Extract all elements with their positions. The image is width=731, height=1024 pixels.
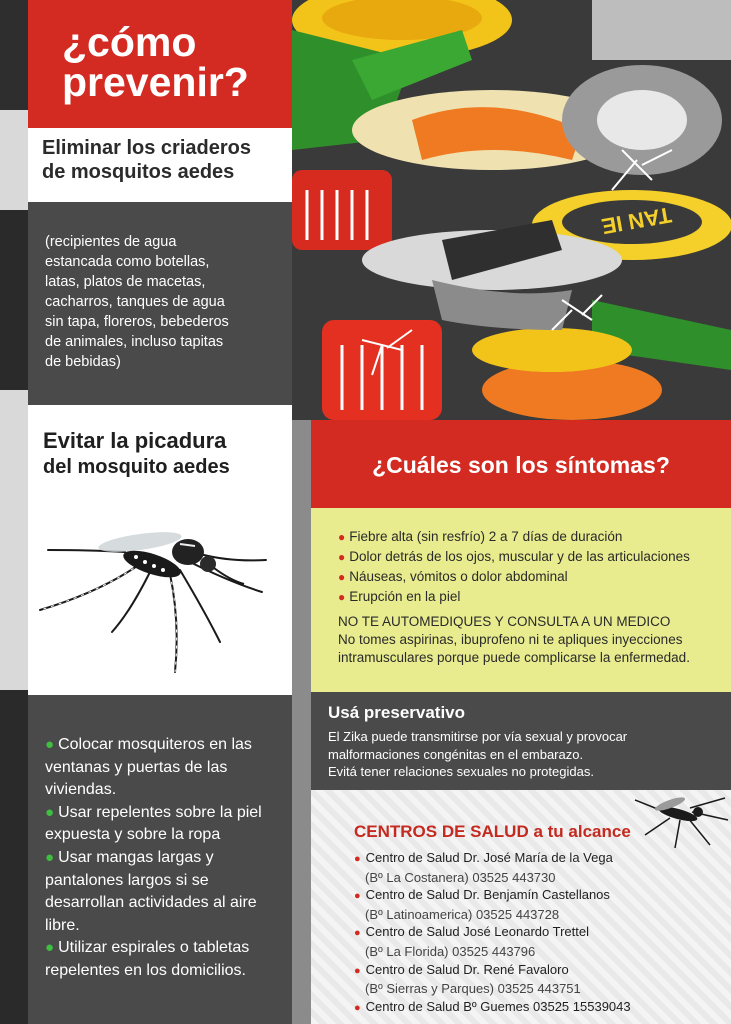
cap-text: TAN IE — [599, 202, 674, 240]
red-bullet-icon: ● — [338, 550, 346, 564]
list-item: ● Usar mangas largas y pantalones largos si se desarrollan actividades al aire libre. — [45, 848, 257, 934]
red-bullet-icon: ● — [354, 890, 361, 903]
preservativo-line: malformaciones congénitas en el embarazo. — [328, 746, 584, 762]
red-bullet-icon: ● — [354, 853, 361, 865]
left-edge-dark-1 — [0, 210, 28, 390]
centros-list — [354, 849, 724, 1017]
list-item: ● Centro de Salud Dr. Benjamín Castellanos — [354, 887, 610, 903]
recipientes-line: cacharros, tanques de agua — [45, 294, 225, 310]
recipientes-line: de animales, incluso tapitas — [45, 334, 224, 350]
list-item: ● Centro de Salud Bº Guemes 03525 15539043 — [354, 998, 631, 1014]
preservativo-heading: Usá preservativo — [328, 703, 466, 722]
recipientes-line: sin tapa, floreros, bebederos — [45, 314, 229, 330]
sintomas-list — [338, 527, 723, 607]
left-edge-top — [0, 0, 28, 110]
eliminar-heading-line2: de mosquitos aedes — [42, 161, 235, 183]
centro-detail: (Bº Latinoamerica) 03525 443728 — [365, 906, 560, 922]
green-bullet-icon: ● — [45, 736, 55, 753]
left-edge-dark-2 — [0, 690, 28, 1024]
list-item: ● Fiebre alta (sin resfrío) 2 a 7 días de duración — [338, 529, 623, 544]
evitar-heading — [43, 428, 283, 480]
list-item: ● Centro de Salud Dr. René Favaloro — [354, 961, 569, 977]
centros-heading: CENTROS DE SALUD a tu alcance — [354, 822, 631, 841]
eliminar-heading — [42, 136, 282, 184]
red-bullet-icon: ● — [354, 927, 361, 940]
list-item: ● Usar repelentes sobre la piel expuesta y sobre la ropa — [45, 803, 262, 844]
list-item: ● Centro de Salud Dr. José María de la Vega — [354, 850, 613, 865]
centro-detail: (Bº Sierras y Parques) 03525 443751 — [365, 981, 581, 997]
recipientes-line: (recipientes de agua — [45, 234, 177, 250]
mosquito-image — [30, 512, 270, 682]
list-item: ● Utilizar espirales o tabletas repelentes en los domicilios. — [45, 939, 250, 979]
green-bullet-icon: ● — [45, 848, 55, 866]
red-bullet-icon: ● — [338, 570, 346, 584]
warning-line: intramusculares porque puede complicarse la enfermedad. — [338, 650, 690, 665]
recipientes-line: estancada como botellas, — [45, 254, 210, 270]
list-item: ● Colocar mosquiteros en las ventanas y puertas de las viviendas. — [45, 736, 252, 799]
list-item: ● Erupción en la piel — [338, 589, 461, 604]
preservativo-line: Evitá tener relaciones sexuales no protegidas. — [328, 764, 594, 779]
list-item: ● Centro de Salud José Leonardo Trettel — [354, 924, 589, 940]
warning-line: No tomes aspirinas, ibuprofeno ni te apliques inyecciones — [338, 632, 683, 647]
green-bullet-icon: ● — [45, 939, 55, 957]
bottle-caps-illustration — [292, 0, 731, 420]
red-bullet-icon: ● — [338, 590, 346, 604]
green-bullet-icon: ● — [45, 803, 55, 821]
preservativo-text — [328, 728, 718, 781]
recipientes-line: latas, platos de macetas, — [45, 274, 206, 290]
left-edge-bevel-1 — [0, 110, 28, 210]
list-item: ● Dolor detrás de los ojos, muscular y de las articulaciones — [338, 549, 690, 564]
preservativo-line: El Zika puede transmitirse por vía sexual y provocar — [328, 729, 628, 744]
warning-title: NO TE AUTOMEDIQUES Y CONSULTA A UN MEDICO — [338, 614, 671, 629]
red-bullet-icon: ● — [338, 530, 346, 544]
eliminar-heading-line1: Eliminar los criaderos — [42, 137, 251, 159]
prevencion-list — [45, 734, 275, 983]
page-title: ¿cómo prevenir? — [62, 19, 249, 105]
recipientes-line: de bebidas) — [45, 354, 121, 370]
right-edge-bevel — [292, 420, 311, 1024]
evitar-heading-line1: Evitar la picadura — [43, 428, 227, 453]
recipientes-text — [45, 232, 260, 372]
warning-block — [338, 613, 723, 667]
left-edge-bevel-2 — [0, 390, 28, 690]
sintomas-heading: ¿Cuáles son los síntomas? — [372, 452, 670, 478]
list-item: ● Náuseas, vómitos o dolor abdominal — [338, 569, 568, 584]
centro-detail: (Bº La Costanera) 03525 443730 — [365, 869, 556, 885]
evitar-heading-line2: del mosquito aedes — [43, 456, 230, 478]
centro-detail: (Bº La Florida) 03525 443796 — [365, 943, 536, 959]
red-bullet-icon: ● — [354, 964, 361, 977]
red-bullet-icon: ● — [354, 1001, 361, 1014]
